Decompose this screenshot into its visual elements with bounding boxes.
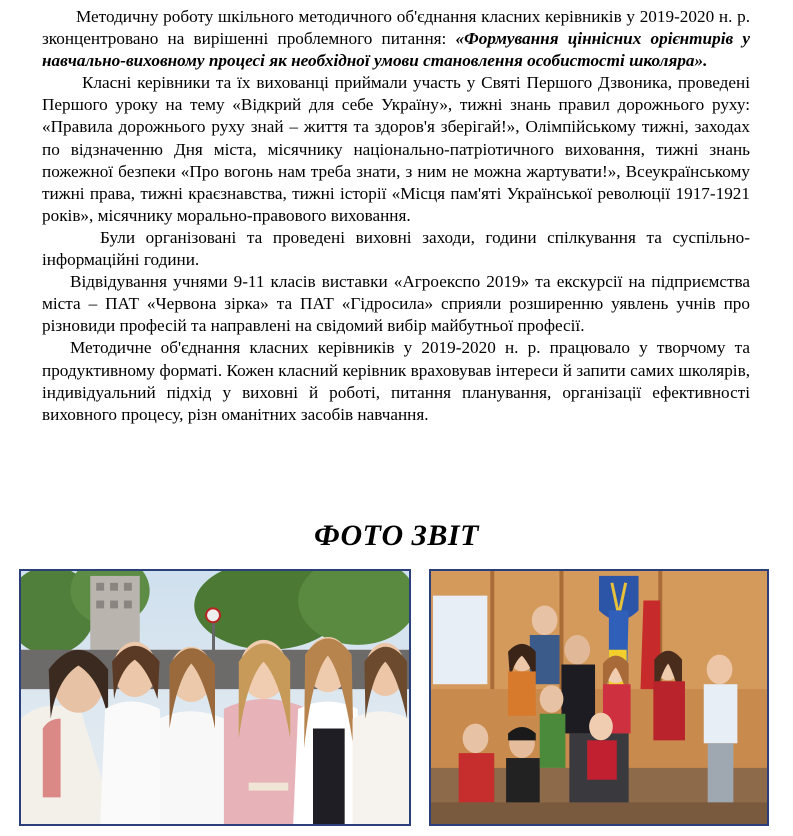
problem-statement: «Формування ціннісних орієнтирів у навчально-виховному процесі як необхідної умови становлення особистості школяра».	[42, 29, 750, 71]
group-photo-outdoor-icon	[19, 569, 411, 826]
paragraph-activities: Були організовані та проведені виховні заходи, години спілкування та суспільно-інформаційні години.	[42, 227, 750, 270]
group-photo-indoor-icon	[429, 569, 769, 826]
paragraph-excursions: Відвідування учнями 9-11 класів виставки «Агроекспо 2019» та екскурсії на підприємства міста – ПАТ «Червона зірка» та ПАТ «Гідросила» сприяли розширенню уявлень учнів про різновиди професій та направлені на свідомий вибір майбутньої професії.	[42, 272, 750, 336]
paragraph-intro-text: Методичну роботу шкільного методичного об'єднання класних керівників у 2019-2020 н. р. зконцентровано на вирішенні проблемного питання:	[42, 7, 750, 49]
paragraph-events: Класні керівники та їх вихованці приймали участь у Святі Першого Дзвоника, проведені Першого уроку на тему «Відкрий для себе Україну», тижні знань правил дорожнього руху: «Правила дорожнього руху знай – життя та здоров'я зберігай!», Олімпійському тижні, заходах по відзначенню Дня міста, місячнику національно-патріотичного виховання, тижні знань пожежної безпеки «Про вогонь нам треба знати, з ним не можна жартувати!», Всеукраїнському тижні права, тижні краєзнавства, тижні історії «Місця пам'яті Української революції 1917-1921 років», місячнику морально-правового виховання.	[42, 73, 750, 225]
paragraph-summary: Методичне об'єднання класних керівників у 2019-2020 н. р. працювало у творчому та продуктивному форматі. Кожен класний керівник враховував інтереси й запити самих школярів, індивідуальний підхід у виховні й роботі, питання планування, організації ефективності виховного процесу, різн оманітних засобів навчання.	[42, 338, 750, 424]
report-text	[42, 6, 750, 426]
paragraph-intro	[42, 6, 750, 72]
photo-report-title: ФОТО ЗВІТ	[314, 519, 479, 552]
